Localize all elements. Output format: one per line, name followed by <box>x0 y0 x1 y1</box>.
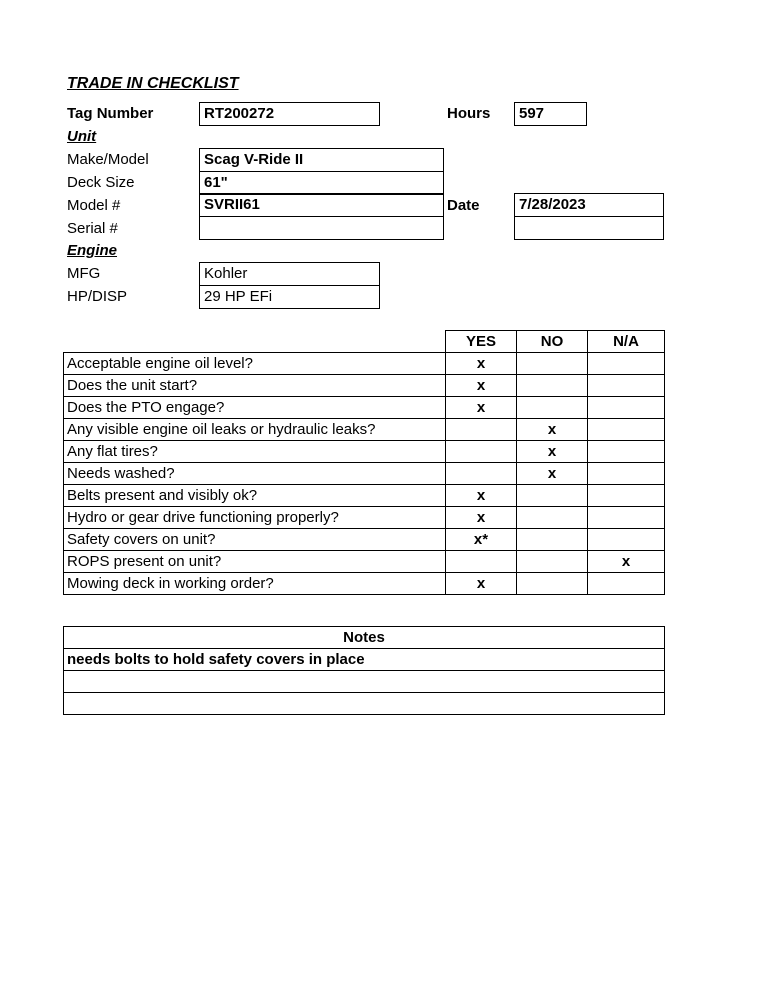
tag-number-label: Tag Number <box>67 105 154 122</box>
checklist-question: Any flat tires? <box>64 441 446 463</box>
checklist-na-cell <box>588 463 665 485</box>
checklist-question: Does the unit start? <box>64 375 446 397</box>
checklist-yes-cell: x <box>446 507 517 529</box>
checklist-row <box>64 463 665 485</box>
checklist-na-cell <box>588 419 665 441</box>
hours-label: Hours <box>447 105 491 122</box>
checklist-yes-cell <box>446 551 517 573</box>
serial-number-field <box>199 216 444 240</box>
checklist-na-cell <box>588 529 665 551</box>
deck-size-value: 61" <box>204 173 228 191</box>
checklist-question: Hydro or gear drive functioning properly? <box>64 507 446 529</box>
model-number-value: SVRII61 <box>204 196 260 213</box>
checklist-row <box>64 419 665 441</box>
hp-disp-value: 29 HP EFi <box>204 287 273 305</box>
engine-section-label: Engine <box>67 242 118 259</box>
checklist-no-cell <box>517 375 588 397</box>
notes-line-1: needs bolts to hold safety covers in place <box>64 649 665 671</box>
tag-number-field <box>199 102 380 126</box>
checklist-no-cell <box>517 397 588 419</box>
deck-size-field <box>199 171 444 195</box>
checklist-no-cell <box>517 551 588 573</box>
checklist-question: Mowing deck in working order? <box>64 573 446 595</box>
tag-number-value: RT200272 <box>204 105 275 122</box>
notes-line-3 <box>64 693 665 715</box>
date-label: Date <box>447 197 480 214</box>
checklist-yes-cell: x <box>446 573 517 595</box>
checklist-question: Any visible engine oil leaks or hydraulic leaks? <box>64 419 446 441</box>
checklist-no-cell: x <box>517 419 588 441</box>
page-title: TRADE IN CHECKLIST <box>67 75 239 92</box>
checklist-question: ROPS present on unit? <box>64 551 446 573</box>
hp-disp-label: HP/DISP <box>67 288 128 305</box>
make-model-label: Make/Model <box>67 151 149 168</box>
checklist-no-cell <box>517 353 588 375</box>
make-model-field <box>199 148 444 172</box>
model-number-label: Model # <box>67 197 121 214</box>
checklist-na-cell <box>588 375 665 397</box>
checklist-no-cell <box>517 573 588 595</box>
notes-header: Notes <box>64 627 665 649</box>
checklist-question: Safety covers on unit? <box>64 529 446 551</box>
unit-section-label: Unit <box>67 128 97 145</box>
checklist-na-cell <box>588 485 665 507</box>
blank-field-right <box>514 216 664 240</box>
checklist-yes-cell <box>446 419 517 441</box>
checklist-row <box>64 375 665 397</box>
checklist-yes-cell: x* <box>446 529 517 551</box>
checklist-no-cell: x <box>517 441 588 463</box>
checklist-no-cell <box>517 507 588 529</box>
checklist-no-cell <box>517 529 588 551</box>
checklist-na-cell <box>588 441 665 463</box>
date-field <box>514 193 664 217</box>
make-model-value: Scag V-Ride II <box>204 151 304 168</box>
checklist-na-cell <box>588 397 665 419</box>
checklist-question: Needs washed? <box>64 463 446 485</box>
checklist-row <box>64 397 665 419</box>
col-na-header: N/A <box>588 331 665 353</box>
checklist-yes-cell <box>446 441 517 463</box>
model-number-field <box>199 193 444 217</box>
date-value: 7/28/2023 <box>519 196 586 213</box>
checklist-question: Does the PTO engage? <box>64 397 446 419</box>
checklist-yes-cell: x <box>446 353 517 375</box>
checklist-yes-cell <box>446 463 517 485</box>
checklist-na-cell <box>588 353 665 375</box>
col-no-header: NO <box>517 331 588 353</box>
checklist-row <box>64 485 665 507</box>
header-spacer <box>64 331 446 353</box>
checklist-question: Acceptable engine oil level? <box>64 353 446 375</box>
notes-line-2 <box>64 671 665 693</box>
checklist-na-cell <box>588 573 665 595</box>
checklist-row <box>64 573 665 595</box>
checklist-yes-cell: x <box>446 485 517 507</box>
serial-number-label: Serial # <box>67 220 118 237</box>
deck-size-label: Deck Size <box>67 174 135 191</box>
checklist-yes-cell: x <box>446 375 517 397</box>
checklist-table <box>63 330 665 595</box>
hours-value: 597 <box>519 105 545 122</box>
mfg-label: MFG <box>67 265 101 282</box>
mfg-field <box>199 262 380 286</box>
checklist-row <box>64 441 665 463</box>
checklist-row <box>64 529 665 551</box>
checklist-row <box>64 353 665 375</box>
hours-field <box>514 102 587 126</box>
col-yes-header: YES <box>446 331 517 353</box>
mfg-value: Kohler <box>204 265 248 282</box>
hp-disp-field <box>199 285 380 309</box>
checklist-row <box>64 507 665 529</box>
checklist-row <box>64 551 665 573</box>
checklist-na-cell <box>588 507 665 529</box>
checklist-header-row <box>64 331 665 353</box>
checklist-yes-cell: x <box>446 397 517 419</box>
checklist-no-cell <box>517 485 588 507</box>
notes-table <box>63 626 665 715</box>
checklist-no-cell: x <box>517 463 588 485</box>
checklist-question: Belts present and visibly ok? <box>64 485 446 507</box>
checklist-body <box>64 353 665 595</box>
checklist-na-cell: x <box>588 551 665 573</box>
